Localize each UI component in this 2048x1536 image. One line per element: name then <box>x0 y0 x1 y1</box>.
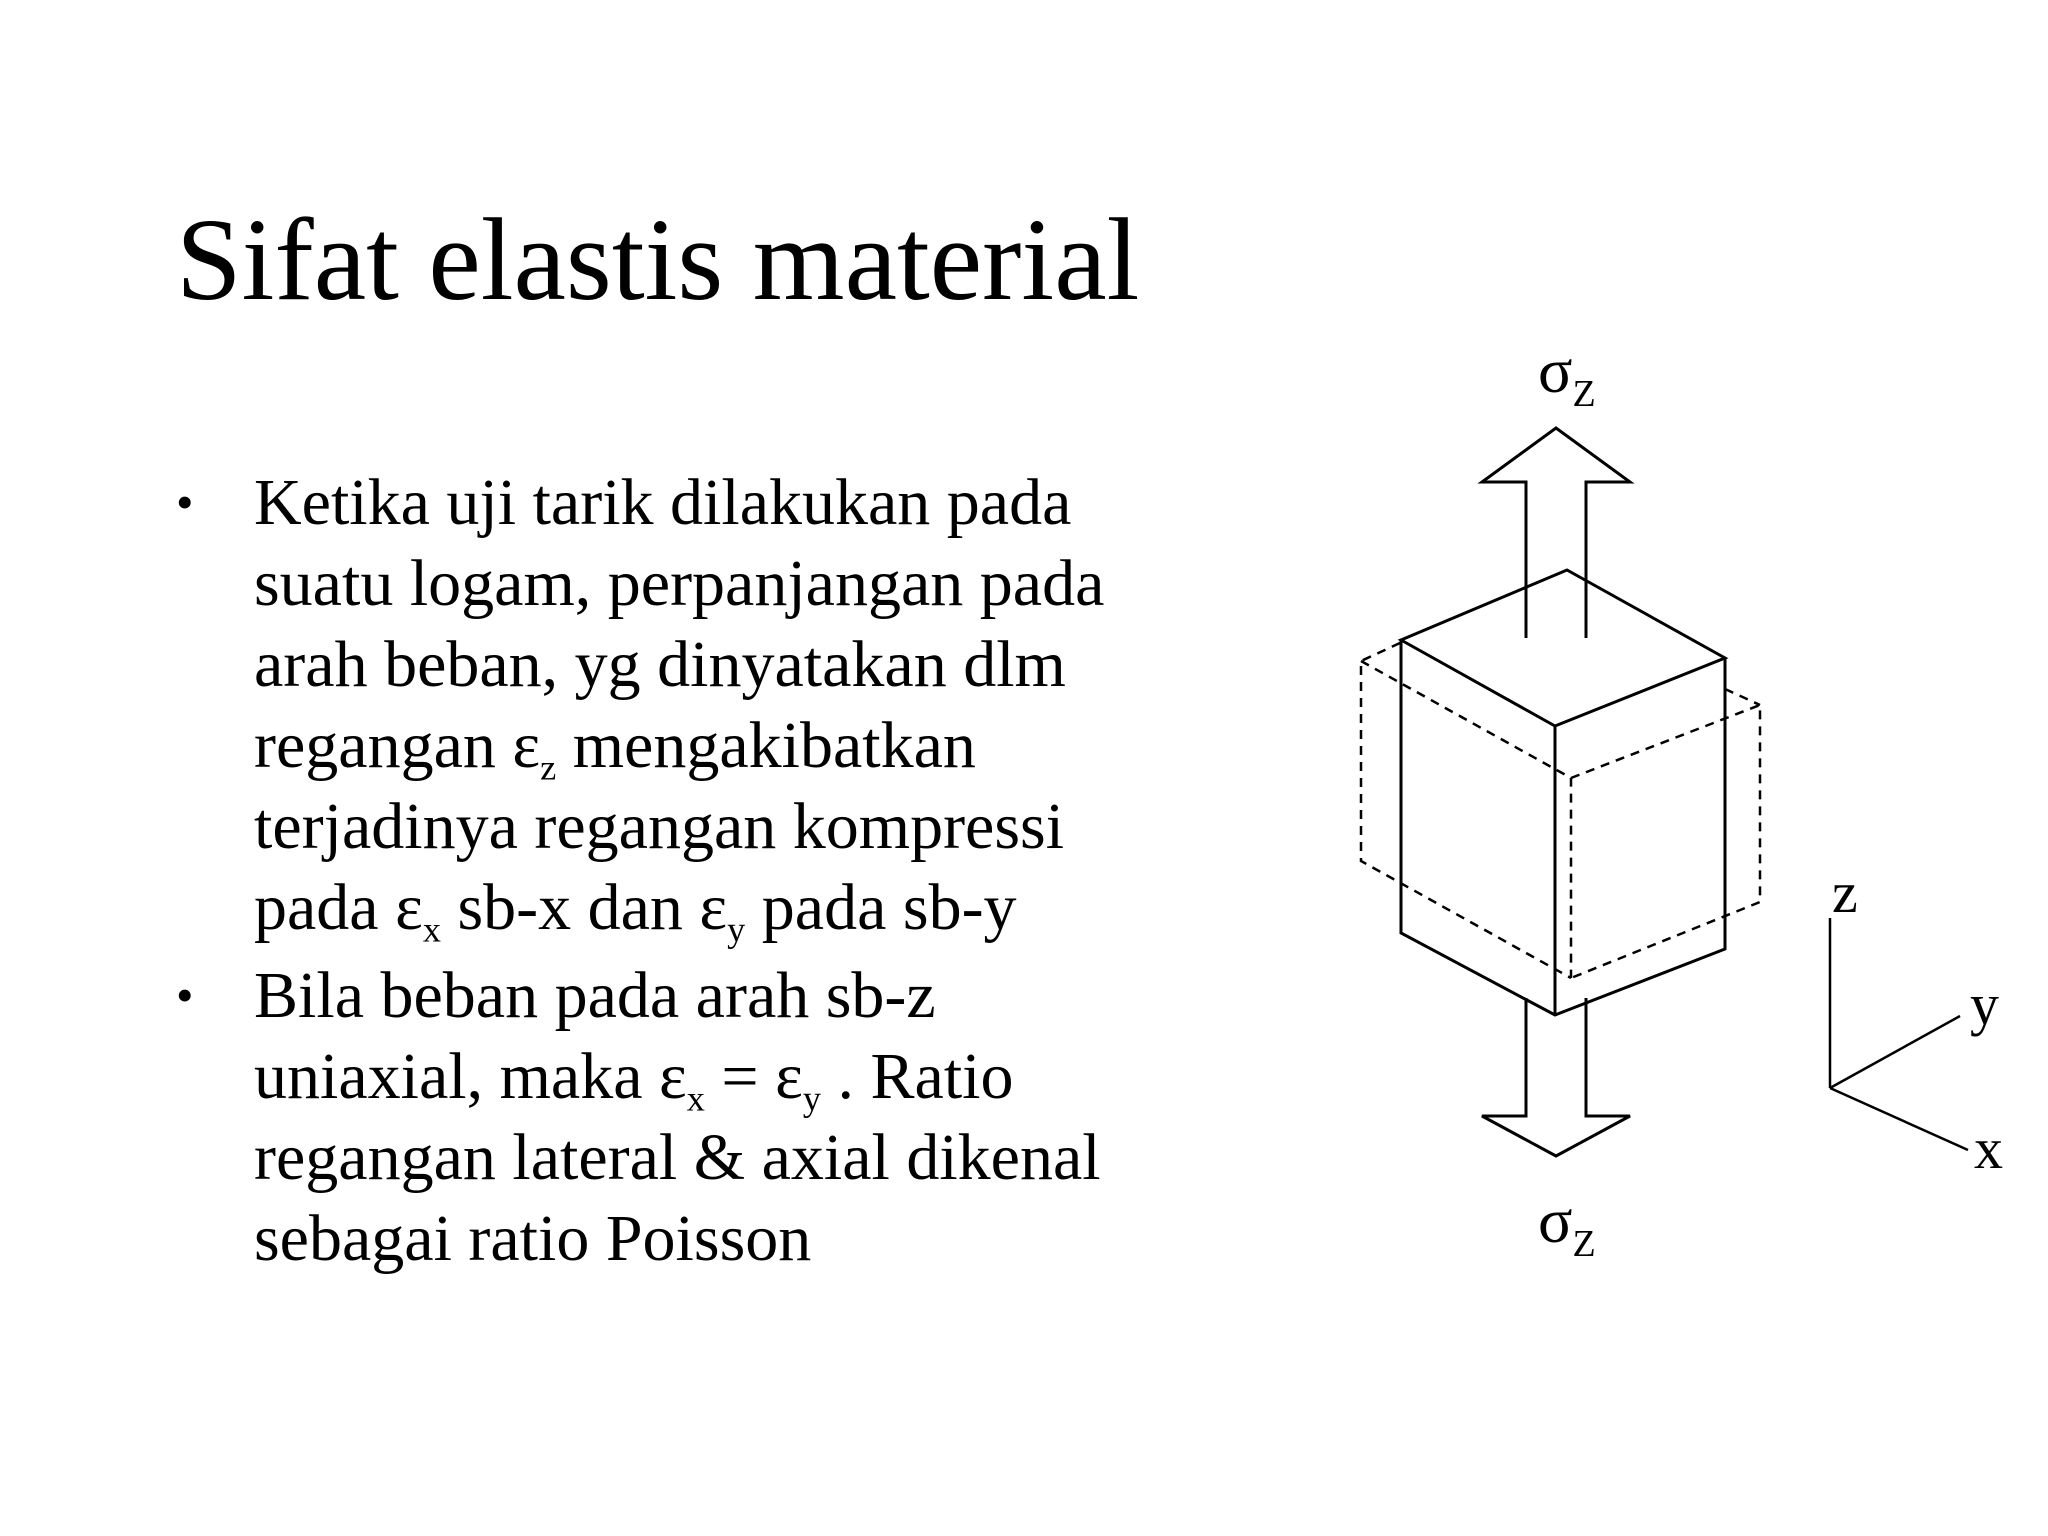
bullet-2-line-3: regangan lateral & axial dikenal <box>254 1121 1101 1194</box>
text-fragment: sb-x dan ε <box>440 871 728 944</box>
subscript: x <box>422 909 441 950</box>
text-fragment: . Ratio <box>821 1040 1014 1113</box>
bullet-1-line-1: Ketika uji tarik dilakukan pada <box>254 466 1072 539</box>
x-axis <box>1830 1088 1968 1150</box>
axis-label-z: z <box>1832 860 1858 925</box>
sigma-bottom-label <box>1538 1185 1596 1265</box>
sigma-subscript: Z <box>1572 1223 1596 1265</box>
bullet-1-line-3: arah beban, yg dinyatakan dlm <box>254 628 1066 701</box>
sigma-symbol: σ <box>1538 335 1573 406</box>
text-fragment: mengakibatkan <box>556 709 976 782</box>
block-edge <box>1401 640 1725 1015</box>
y-axis <box>1830 1016 1960 1088</box>
slide-title: Sifat elastis material <box>176 194 1140 325</box>
bullet-2-line-4: sebagai ratio Poisson <box>254 1202 812 1275</box>
deformed-block-edge <box>1361 643 1571 978</box>
deformed-block-edge <box>1571 705 1760 978</box>
top-arrow <box>1482 428 1630 638</box>
bottom-arrow <box>1482 998 1630 1156</box>
coordinate-axes <box>1830 918 1968 1150</box>
text-fragment: regangan ε <box>254 709 541 782</box>
bullet-1-line-2: suatu logam, perpanjangan pada <box>254 547 1105 620</box>
subscript: z <box>540 747 557 788</box>
sigma-symbol: σ <box>1538 1185 1573 1256</box>
bullet-1-line-5: terjadinya regangan kompressi <box>254 790 1065 863</box>
sigma-top-label <box>1538 335 1596 415</box>
bullet-2-line-1: Bila beban pada arah sb-z <box>254 959 936 1032</box>
deformed-block <box>1361 643 1760 978</box>
original-block <box>1401 570 1725 1015</box>
text-fragment: pada sb-y <box>745 871 1017 944</box>
deformed-block-edge <box>1361 661 1571 978</box>
text-fragment: = ε <box>704 1040 803 1113</box>
subscript: y <box>802 1078 821 1119</box>
sigma-subscript: Z <box>1572 373 1596 415</box>
bullet-marker: • <box>176 967 194 1023</box>
bullet-marker: • <box>176 474 194 530</box>
axis-label-y: y <box>1970 972 1999 1037</box>
subscript: y <box>727 909 746 950</box>
text-fragment: uniaxial, maka ε <box>254 1040 687 1113</box>
text-fragment: pada ε <box>254 871 423 944</box>
deformed-block-edge <box>1725 689 1760 705</box>
block-top-face <box>1401 570 1725 726</box>
subscript: x <box>686 1078 705 1119</box>
axis-label-x: x <box>1974 1116 2003 1181</box>
